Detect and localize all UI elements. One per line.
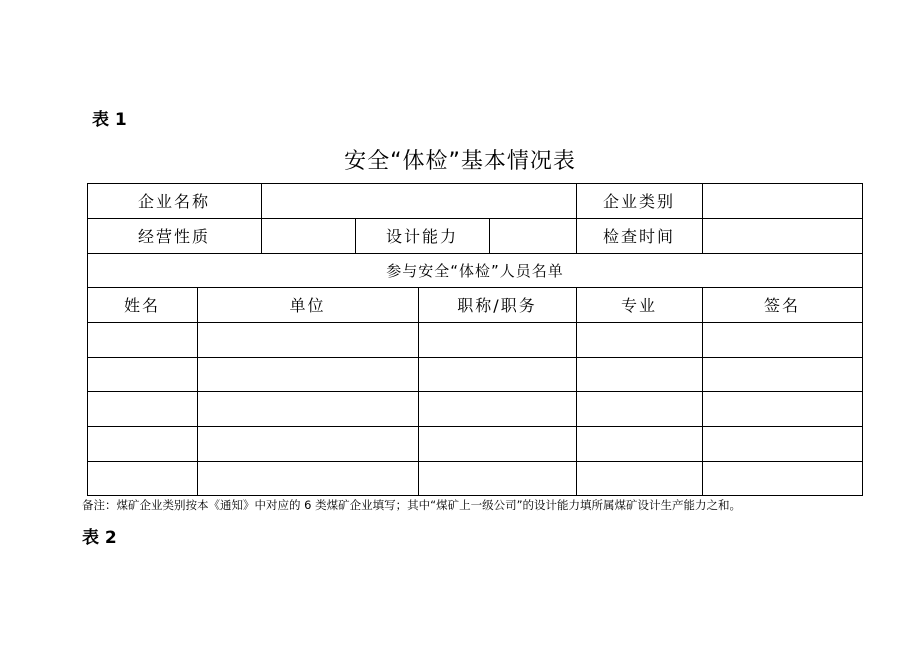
column-header-title: 职称/职务: [457, 296, 537, 315]
inspection-time-value[interactable]: [703, 218, 862, 253]
table-row[interactable]: [88, 323, 862, 357]
design-capacity-label: 设计能力: [385, 227, 458, 246]
company-name-label: 企业名称: [137, 192, 210, 211]
company-type-label: 企业类别: [602, 192, 675, 211]
table-row[interactable]: [88, 462, 862, 495]
column-header-unit: 单位: [289, 296, 326, 315]
company-name-value[interactable]: [262, 183, 576, 218]
table2-label: 表 2: [82, 528, 117, 548]
column-header-signature: 签名: [763, 296, 800, 315]
business-nature-label: 经营性质: [137, 227, 210, 246]
table-row[interactable]: [88, 358, 862, 391]
table-note: 备注：煤矿企业类别按本《通知》中对应的 6 类煤矿企业填写；其中“煤矿上一级公司”的设计能力填所属煤矿设计生产能力之和。: [82, 498, 742, 512]
company-type-value[interactable]: [703, 183, 862, 218]
table-row[interactable]: [88, 392, 862, 426]
column-header-name: 姓名: [123, 296, 160, 315]
inspection-time-label: 检查时间: [602, 227, 675, 246]
roster-header: 参与安全“体检”人员名单: [386, 261, 564, 280]
table1-label: 表 1: [92, 110, 127, 130]
business-nature-value[interactable]: [262, 218, 355, 253]
table-row[interactable]: [88, 427, 862, 461]
design-capacity-value[interactable]: [490, 218, 576, 253]
column-header-specialty: 专业: [620, 296, 657, 315]
page-title: 安全“体检”基本情况表: [344, 149, 576, 174]
